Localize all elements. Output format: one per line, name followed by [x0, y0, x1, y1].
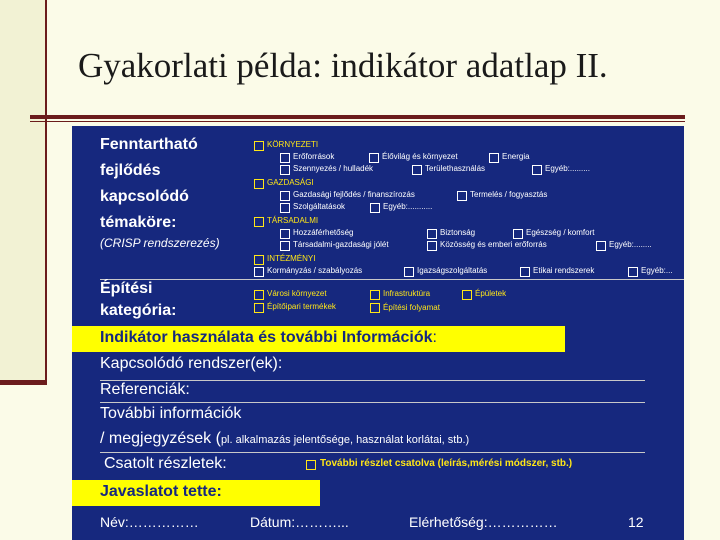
option-szennyezes: Szennyezés / hulladék: [293, 164, 374, 173]
slide-title: Gyakorlati példa: indikátor adatlap II.: [78, 46, 608, 85]
field-more-info-note: pl. alkalmazás jelentősége, használat korlátai, stb.): [220, 434, 470, 446]
info-band-colon: :: [432, 329, 437, 346]
option-epitesi-folyamat: Építési folyamat: [383, 303, 440, 312]
checkbox-elovilag[interactable]: [369, 153, 379, 163]
checkbox-epitesi-folyamat[interactable]: [370, 303, 380, 313]
option-kozosseg: Közösség és emberi erőforrás: [440, 240, 547, 249]
category-heading-line1: Építési: [100, 280, 153, 297]
checkbox-szolgaltatasok[interactable]: [280, 203, 290, 213]
option-kormanyzas: Kormányzás / szabályozás: [267, 266, 363, 275]
checkbox-kornyezeti-egyeb[interactable]: [532, 165, 542, 175]
checkbox-etikai[interactable]: [520, 267, 530, 277]
option-gazdasagi-fejlodes: Gazdasági fejlődés / finanszírozás: [293, 190, 415, 199]
option-gazdasagi-egyeb: Egyéb:...........: [383, 202, 433, 211]
left-vertical-rule: [45, 0, 47, 385]
option-elovilag: Élővilág és környezet: [382, 152, 458, 161]
option-tarsadalmi-jolet: Társadalmi-gazdasági jólét: [293, 240, 389, 249]
option-eroforrasok: Erőforrások: [293, 152, 335, 161]
title-rule-thin: [30, 121, 685, 122]
group-label-tarsadalmi: TÁRSADALMI: [267, 216, 319, 225]
checkbox-termeles[interactable]: [457, 191, 467, 201]
checkbox-kornyezeti[interactable]: [254, 141, 264, 151]
checkbox-gazdasagi-egyeb[interactable]: [370, 203, 380, 213]
page-number: 12: [628, 514, 644, 530]
left-decor-band: [0, 0, 47, 385]
option-epitoipari-termekek: Építőipari termékek: [267, 302, 336, 311]
option-epuletek: Épületek: [475, 289, 507, 298]
checkbox-szennyezes[interactable]: [280, 165, 290, 175]
checkbox-hozzaferhetoseg[interactable]: [280, 229, 290, 239]
option-igazsagszolgaltatas: Igazságszolgáltatás: [417, 266, 488, 275]
option-kornyezeti-egyeb: Egyéb:.........: [545, 164, 590, 173]
checkbox-kozosseg[interactable]: [427, 241, 437, 251]
sd-heading-line2: fejlődés: [100, 162, 161, 179]
checkbox-intezmenyi-egyeb[interactable]: [628, 267, 638, 277]
field-more-info-line2: [100, 430, 469, 448]
group-label-intezmenyi: INTÉZMÉNYI: [267, 254, 316, 263]
checkbox-infrastruktura[interactable]: [370, 290, 380, 300]
info-band-bold: Indikátor használata és további Információk: [100, 329, 433, 346]
footer-date: Dátum:………...: [250, 514, 349, 530]
footer-name: Név:……………: [100, 514, 199, 530]
option-energia: Energia: [502, 152, 530, 161]
checkbox-igazsagszolgaltatas[interactable]: [404, 267, 414, 277]
sd-heading-line4: témaköre:: [100, 214, 177, 231]
field-more-info-prefix: / megjegyzések (: [100, 430, 221, 447]
checkbox-eroforrasok[interactable]: [280, 153, 290, 163]
option-szolgaltatasok: Szolgáltatások: [293, 202, 346, 211]
sd-heading-line3: kapcsolódó: [100, 188, 189, 205]
checkbox-attached-details[interactable]: [306, 460, 316, 470]
field-more-info-line1: További információk: [100, 405, 242, 422]
sd-heading-line1: Fenntartható: [100, 136, 198, 153]
checkbox-varosi-kornyezet[interactable]: [254, 290, 264, 300]
left-decor-bar: [0, 380, 47, 385]
divider: [100, 279, 684, 280]
field-more-info-line[interactable]: [100, 452, 645, 453]
option-attached-details: További részlet csatolva (leírás,mérési módszer, stb.): [320, 458, 573, 469]
checkbox-kormanyzas[interactable]: [254, 267, 264, 277]
checkbox-gazdasagi-fejlodes[interactable]: [280, 191, 290, 201]
checkbox-epitoipari-termekek[interactable]: [254, 303, 264, 313]
title-rule-thick: [30, 115, 685, 119]
sd-subnote: (CRISP rendszerezés): [100, 236, 220, 250]
checkbox-gazdasagi[interactable]: [254, 179, 264, 189]
checkbox-tarsadalmi-jolet[interactable]: [280, 241, 290, 251]
checkbox-teruletfelhasznalas[interactable]: [412, 165, 422, 175]
checkbox-energia[interactable]: [489, 153, 499, 163]
checkbox-tarsadalmi[interactable]: [254, 217, 264, 227]
option-infrastruktura: Infrastruktúra: [383, 289, 431, 298]
checkbox-intezmenyi[interactable]: [254, 255, 264, 265]
category-heading-line2: kategória:: [100, 302, 177, 319]
option-termeles: Termelés / fogyasztás: [470, 190, 548, 199]
indicator-sheet-panel: [72, 126, 684, 540]
option-tarsadalmi-egyeb: Egyéb:........: [609, 240, 652, 249]
option-etikai: Etikai rendszerek: [533, 266, 595, 275]
option-teruletfelhasznalas: Területhasználás: [425, 164, 486, 173]
group-label-gazdasagi: GAZDASÁGI: [267, 178, 314, 187]
proposer-band-title: Javaslatot tette:: [100, 483, 222, 500]
checkbox-epuletek[interactable]: [462, 290, 472, 300]
option-biztonsag: Biztonság: [440, 228, 476, 237]
option-varosi-kornyezet: Városi környezet: [267, 289, 327, 298]
footer-contact: Elérhetőség:……………: [409, 514, 558, 530]
option-intezmenyi-egyeb: Egyéb:...: [641, 266, 673, 275]
option-hozzaferhetoseg: Hozzáférhetőség: [293, 228, 354, 237]
option-egeszseg: Egészség / komfort: [526, 228, 595, 237]
checkbox-egeszseg[interactable]: [513, 229, 523, 239]
group-label-kornyezeti: KÖRNYEZETI: [267, 140, 319, 149]
field-related-systems: Kapcsolódó rendszer(ek):: [100, 355, 283, 372]
info-band-title: [100, 329, 437, 347]
field-attached: Csatolt részletek:: [104, 455, 227, 472]
checkbox-tarsadalmi-egyeb[interactable]: [596, 241, 606, 251]
checkbox-biztonsag[interactable]: [427, 229, 437, 239]
field-references-line[interactable]: [100, 402, 645, 403]
field-references: Referenciák:: [100, 381, 190, 398]
